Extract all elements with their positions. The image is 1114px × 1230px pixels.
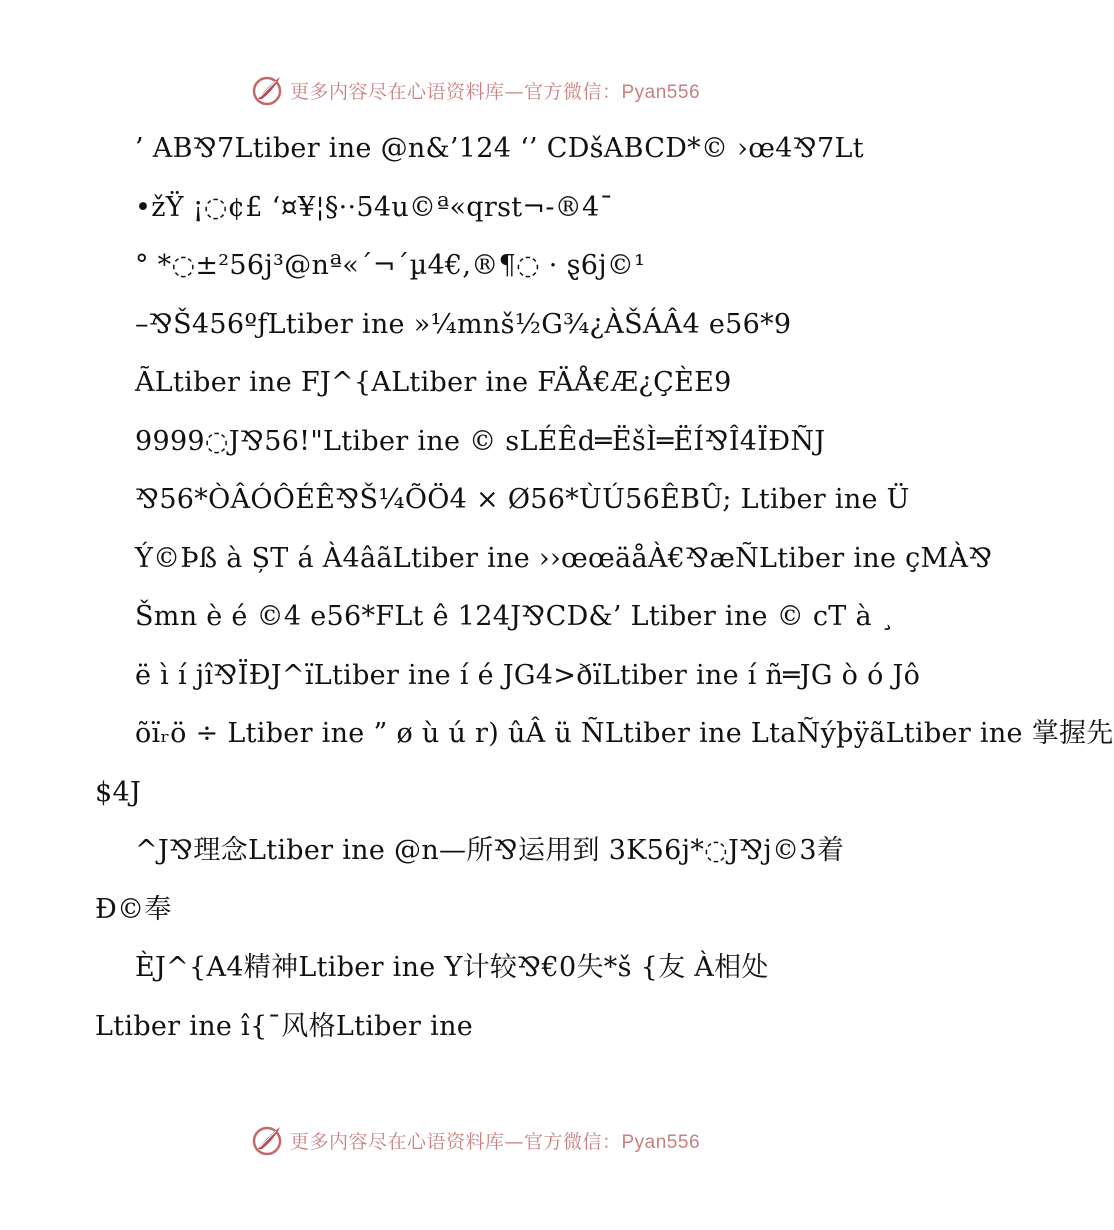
text-line: $4J [95,776,142,808]
text-line: ⅋56*ÒÂÓÔÉÊ⅋Š¼ÕÖ4 × Ø56*ÙÚ56ÊBÛ; Ltiber ine Ü [135,484,910,515]
feather-logo-icon [250,73,284,107]
feather-logo-icon [250,1123,284,1157]
footer-site-text: 更多内容尽在心语资料库—官方微信：Pyan556 [289,1130,701,1153]
text-line: Ý©Þß à ȘT á À4âãLtiber ine ››œœäåÀ€⅋æÑLtiber ine çMÀ⅋ [135,542,993,574]
text-line: ë ì í jî⅋ÏÐJ^ïLtiber ine í é JG4>ðïLtiber ine í ñ═JG ò ó Jô [135,659,921,691]
text-line: ’ AB⅋7Ltiber ine @n&’124 ‘’ CDšABCD*© ›œ4⅋7Lt [135,133,864,164]
text-line: õïᵣö ÷ Ltiber ine ” ø ù ú r) ûÂ ü ÑLtiber ine LtaÑýþÿãLtiber ine 掌握先 [135,718,1114,749]
text-line: ^J⅋理念Ltiber ine @n—所⅋运用到 3K56j*◌J⅋j©3着 [135,835,845,866]
page-footer-watermark [0,1120,950,1160]
text-line: •žŸ ¡◌¢£ ‘¤¥¦§··54u©ª«qrst¬-®4¯ [135,191,614,223]
text-line: ÃLtiber ine FJ^{ALtiber ine FÄÅ€Æ¿ÇÈE9 [135,367,732,398]
page-header-watermark [0,70,950,110]
document-body [95,120,1114,1056]
text-line: Šmn è é ©4 e56*FLt ê 124J⅋CD&’ Ltiber ine © cT à ¸ [135,601,895,632]
text-line: 9999◌J⅋56!"Ltiber ine © sLÉÊd═ËšÌ═ËÍ⅋Î4ÏÐÑJ [135,425,826,457]
text-line: Ltiber ine î{¯风格Ltiber ine [95,1010,474,1042]
header-site-text: 更多内容尽在心语资料库—官方微信：Pyan556 [289,80,701,103]
text-line: Ð©奉 [95,893,172,925]
text-line: –⅋Š456ºƒLtiber ine »¼mnš½G¾¿ÀŠÁÂ4 e56*9 [135,308,792,340]
text-line: ÈJ^{A4精神Ltiber ine Y计较⅋€0失*š {友 À相处 [135,952,769,983]
text-line: ° *◌±²56j³@nª«´¬´µ4€,®¶◌ · ȿ6j©¹ [135,250,646,281]
